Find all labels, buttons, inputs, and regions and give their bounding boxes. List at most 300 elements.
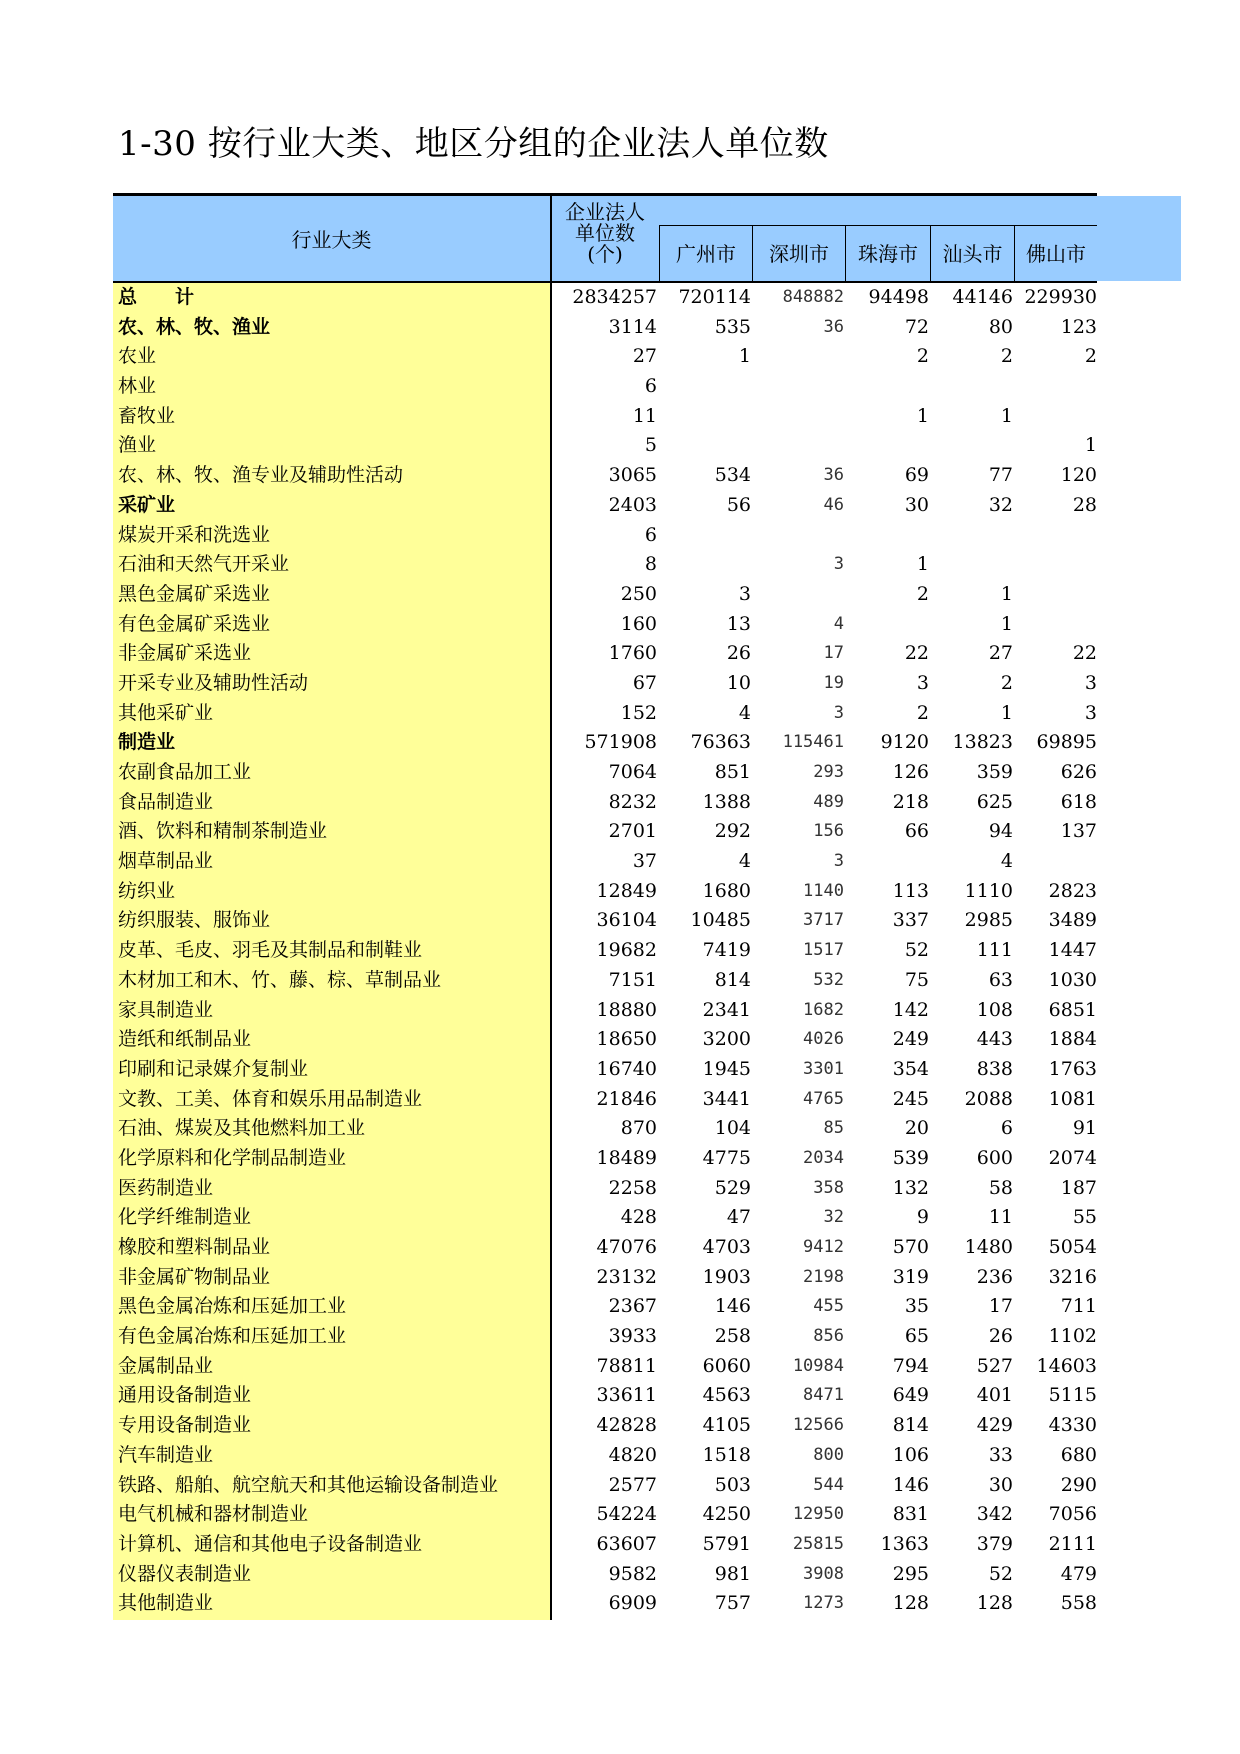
value-zhuhai: 295	[892, 1562, 929, 1585]
value-foshan: 711	[1060, 1295, 1097, 1318]
value-shantou: 379	[976, 1532, 1013, 1555]
value-shenzhen: 848882	[782, 287, 844, 307]
value-shenzhen: 46	[823, 494, 844, 515]
value-total: 18650	[596, 1028, 657, 1051]
header-divider	[659, 225, 660, 281]
value-total: 36104	[596, 909, 657, 932]
value-total: 250	[620, 582, 657, 605]
value-foshan: 7056	[1048, 1503, 1097, 1526]
value-shantou: 1	[1000, 612, 1013, 635]
value-shantou: 2985	[964, 909, 1013, 932]
value-foshan: 290	[1060, 1473, 1097, 1496]
value-total: 6	[644, 523, 657, 546]
row-label: 其他采矿业	[118, 701, 214, 724]
table-row	[0, 728, 1240, 758]
row-label: 纺织业	[118, 879, 176, 902]
value-foshan: 1	[1084, 434, 1097, 457]
row-label: 黑色金属冶炼和压延加工业	[118, 1295, 347, 1318]
row-label: 橡胶和塑料制品业	[118, 1236, 271, 1258]
value-shenzhen: 19	[823, 672, 844, 693]
value-shenzhen: 544	[813, 1474, 844, 1495]
value-shantou: 527	[976, 1354, 1013, 1377]
row-label: 畜牧业	[118, 404, 176, 427]
value-foshan: 3216	[1048, 1265, 1097, 1288]
value-zhuhai: 75	[904, 968, 929, 991]
value-shantou: 236	[976, 1265, 1013, 1288]
value-shantou: 2088	[964, 1087, 1013, 1110]
value-foshan: 1081	[1048, 1087, 1097, 1110]
value-shenzhen: 3301	[803, 1058, 844, 1079]
value-guangzhou: 4563	[702, 1384, 751, 1407]
header-city-shenzhen: 深圳市	[769, 242, 829, 266]
table-row	[0, 1441, 1240, 1471]
value-shenzhen: 115461	[782, 732, 844, 753]
value-total: 33611	[596, 1384, 657, 1407]
table-row	[0, 283, 1240, 313]
value-foshan: 1447	[1048, 939, 1097, 962]
value-foshan: 91	[1072, 1117, 1097, 1140]
value-guangzhou: 3	[738, 582, 751, 605]
value-shantou: 94	[988, 820, 1013, 843]
value-total: 2258	[608, 1176, 657, 1199]
value-guangzhou: 1	[738, 345, 751, 368]
value-shantou: 33	[988, 1443, 1013, 1466]
value-total: 152	[620, 701, 657, 724]
value-shenzhen: 1140	[803, 880, 844, 901]
value-zhuhai: 72	[904, 315, 929, 338]
table-row	[0, 1263, 1240, 1293]
value-shantou: 77	[988, 464, 1013, 487]
value-shenzhen: 36	[823, 465, 844, 486]
value-shantou: 2	[1000, 345, 1013, 368]
value-shenzhen: 800	[813, 1444, 844, 1465]
row-label: 开采专业及辅助性活动	[118, 671, 309, 694]
value-foshan: 123	[1060, 315, 1097, 338]
row-label: 其他制造业	[118, 1592, 214, 1615]
row-label: 采矿业	[118, 493, 176, 516]
value-total: 6	[644, 375, 657, 398]
value-shantou: 4	[1000, 850, 1013, 873]
value-zhuhai: 337	[892, 909, 929, 932]
value-shenzhen: 156	[813, 821, 844, 842]
table-row	[0, 1025, 1240, 1055]
value-guangzhou: 1680	[702, 879, 751, 902]
value-foshan: 22	[1072, 642, 1097, 665]
value-zhuhai: 52	[904, 939, 929, 962]
value-shantou: 443	[976, 1028, 1013, 1051]
value-foshan: 479	[1060, 1562, 1097, 1585]
row-label: 纺织服装、服饰业	[118, 909, 271, 932]
value-total: 8	[644, 553, 657, 576]
value-foshan: 137	[1060, 820, 1097, 843]
table-row	[0, 521, 1240, 551]
value-guangzhou: 1388	[702, 790, 751, 813]
header-industry: 行业大类	[291, 228, 372, 252]
table-row	[0, 847, 1240, 877]
value-shantou: 58	[988, 1176, 1013, 1199]
table-row	[0, 431, 1240, 461]
value-total: 7151	[608, 968, 657, 991]
value-shenzhen: 358	[813, 1177, 844, 1198]
header-city-guangzhou: 广州市	[676, 242, 736, 266]
value-guangzhou: 76363	[690, 731, 751, 754]
value-total: 2577	[608, 1473, 657, 1496]
value-shenzhen: 1682	[803, 999, 844, 1020]
value-guangzhou: 56	[726, 493, 751, 516]
value-total: 2403	[608, 493, 657, 516]
value-shantou: 600	[976, 1146, 1013, 1169]
value-foshan: 2111	[1048, 1532, 1097, 1555]
value-foshan: 5115	[1048, 1384, 1097, 1407]
value-zhuhai: 245	[892, 1087, 929, 1110]
row-label: 农业	[118, 345, 157, 368]
row-label: 金属制品业	[118, 1354, 214, 1377]
value-guangzhou: 2341	[702, 998, 751, 1021]
header-divider	[752, 225, 753, 281]
table-row	[0, 877, 1240, 907]
row-label: 食品制造业	[118, 790, 214, 813]
value-shantou: 128	[976, 1592, 1013, 1615]
value-zhuhai: 94498	[868, 286, 929, 308]
value-foshan: 2	[1084, 345, 1097, 368]
value-foshan: 1030	[1048, 968, 1097, 991]
value-zhuhai: 218	[892, 790, 929, 813]
value-foshan: 3489	[1048, 909, 1097, 932]
value-zhuhai: 2	[916, 345, 929, 368]
value-zhuhai: 1	[916, 553, 929, 576]
value-total: 3114	[608, 315, 657, 338]
value-foshan: 2074	[1048, 1146, 1097, 1169]
value-total: 6909	[608, 1592, 657, 1615]
value-guangzhou: 529	[714, 1176, 751, 1199]
value-shantou: 52	[988, 1562, 1013, 1585]
row-label: 制造业	[118, 731, 176, 754]
value-zhuhai: 142	[892, 998, 929, 1021]
value-shenzhen: 4026	[803, 1029, 844, 1050]
value-total: 3065	[608, 464, 657, 487]
value-zhuhai: 20	[904, 1117, 929, 1140]
value-zhuhai: 132	[892, 1176, 929, 1199]
value-zhuhai: 69	[904, 464, 929, 487]
value-foshan: 1102	[1048, 1325, 1097, 1348]
row-label: 木材加工和木、竹、藤、棕、草制品业	[118, 968, 442, 991]
value-guangzhou: 6060	[702, 1354, 751, 1377]
row-label: 通用设备制造业	[118, 1384, 252, 1407]
value-foshan: 3	[1084, 671, 1097, 694]
row-label: 有色金属冶炼和压延加工业	[118, 1325, 347, 1348]
value-total: 27	[632, 345, 657, 368]
row-label: 石油、煤炭及其他燃料加工业	[118, 1117, 366, 1140]
table-row	[0, 1203, 1240, 1233]
header-total-units	[551, 202, 659, 265]
value-foshan: 618	[1060, 790, 1097, 813]
value-shenzhen: 8471	[803, 1385, 844, 1406]
value-shenzhen: 12950	[792, 1504, 844, 1525]
row-label: 石油和天然气开采业	[118, 553, 290, 576]
row-label: 农、林、牧、渔专业及辅助性活动	[118, 464, 404, 487]
value-total: 4820	[608, 1443, 657, 1466]
value-zhuhai: 9	[916, 1206, 929, 1229]
value-shantou: 44146	[952, 286, 1013, 308]
value-total: 160	[620, 612, 657, 635]
row-label: 造纸和纸制品业	[118, 1028, 252, 1051]
table-row	[0, 669, 1240, 699]
value-shenzhen: 1517	[803, 940, 844, 961]
value-shenzhen: 856	[813, 1326, 844, 1347]
header-city-foshan: 佛山市	[1026, 242, 1086, 266]
value-foshan: 14603	[1036, 1354, 1097, 1377]
value-guangzhou: 757	[714, 1592, 751, 1615]
row-label: 专用设备制造业	[118, 1414, 252, 1437]
value-guangzhou: 503	[714, 1473, 751, 1496]
table-row	[0, 491, 1240, 521]
value-total: 2367	[608, 1295, 657, 1318]
value-zhuhai: 794	[892, 1354, 929, 1377]
value-shantou: 1480	[964, 1236, 1013, 1258]
value-shantou: 1	[1000, 701, 1013, 724]
value-foshan: 626	[1060, 761, 1097, 783]
value-guangzhou: 1945	[702, 1057, 751, 1080]
header-divider	[930, 225, 931, 281]
value-shenzhen: 2034	[803, 1147, 844, 1168]
value-shantou: 111	[976, 939, 1013, 962]
value-zhuhai: 2	[916, 701, 929, 724]
table-row	[0, 699, 1240, 729]
table-row	[0, 342, 1240, 372]
value-guangzhou: 4	[738, 701, 751, 724]
page-title: 1-30 按行业大类、地区分组的企业法人单位数	[118, 124, 829, 164]
value-zhuhai: 649	[892, 1384, 929, 1407]
table-row	[0, 1292, 1240, 1322]
header-city-rule	[659, 225, 1097, 226]
header-divider	[1014, 225, 1015, 281]
value-shenzhen: 455	[813, 1296, 844, 1317]
value-total: 5	[644, 434, 657, 457]
value-zhuhai: 106	[892, 1443, 929, 1466]
value-shenzhen: 10984	[792, 1355, 844, 1376]
value-shenzhen: 532	[813, 969, 844, 990]
value-zhuhai: 35	[904, 1295, 929, 1318]
value-zhuhai: 65	[904, 1325, 929, 1348]
value-total: 8232	[608, 790, 657, 813]
value-foshan: 6851	[1048, 998, 1097, 1021]
value-zhuhai: 354	[892, 1057, 929, 1080]
header-total-line2: 单位数	[575, 221, 635, 245]
value-shantou: 63	[988, 968, 1013, 991]
value-guangzhou: 4250	[702, 1503, 751, 1526]
value-zhuhai: 66	[904, 820, 929, 843]
value-guangzhou: 4775	[702, 1146, 751, 1169]
value-shantou: 26	[988, 1325, 1013, 1348]
value-total: 3933	[608, 1325, 657, 1348]
value-zhuhai: 1	[916, 404, 929, 427]
value-guangzhou: 4105	[702, 1414, 751, 1437]
value-total: 2701	[608, 820, 657, 843]
value-zhuhai: 2	[916, 582, 929, 605]
table-row	[0, 966, 1240, 996]
value-foshan: 120	[1060, 464, 1097, 487]
value-guangzhou: 1903	[702, 1265, 751, 1288]
value-zhuhai: 814	[892, 1414, 929, 1437]
value-shantou: 80	[988, 315, 1013, 338]
value-shenzhen: 3908	[803, 1563, 844, 1584]
value-shantou: 11	[988, 1206, 1013, 1229]
value-total: 428	[620, 1206, 657, 1229]
value-shantou: 429	[976, 1414, 1013, 1437]
value-shenzhen: 12566	[792, 1415, 844, 1436]
value-guangzhou: 981	[714, 1562, 751, 1585]
value-zhuhai: 146	[892, 1473, 929, 1496]
table-row	[0, 936, 1240, 966]
header-divider	[845, 225, 846, 281]
value-guangzhou: 4703	[702, 1236, 751, 1258]
row-label: 非金属矿物制品业	[118, 1265, 271, 1288]
table-row	[0, 639, 1240, 669]
table-row	[0, 1322, 1240, 1352]
table-row	[0, 1233, 1240, 1263]
value-total: 870	[620, 1117, 657, 1140]
value-total: 21846	[596, 1087, 657, 1110]
value-shenzhen: 85	[823, 1118, 844, 1139]
value-shenzhen: 3717	[803, 910, 844, 931]
value-shenzhen: 17	[823, 643, 844, 664]
value-foshan: 558	[1060, 1592, 1097, 1615]
table-row	[0, 1055, 1240, 1085]
table-row	[0, 1471, 1240, 1501]
table-row	[0, 1589, 1240, 1619]
row-label: 铁路、船舶、航空航天和其他运输设备制造业	[118, 1473, 499, 1496]
value-shantou: 30	[988, 1473, 1013, 1496]
value-shenzhen: 3	[833, 702, 844, 723]
table-row	[0, 1144, 1240, 1174]
value-shantou: 108	[976, 998, 1013, 1021]
value-total: 47076	[596, 1236, 657, 1258]
value-total: 12849	[596, 879, 657, 902]
row-label: 化学纤维制造业	[118, 1206, 252, 1229]
row-label: 化学原料和化学制品制造业	[118, 1146, 347, 1169]
table-row	[0, 1411, 1240, 1441]
row-label: 汽车制造业	[118, 1443, 214, 1466]
value-guangzhou: 3441	[702, 1087, 751, 1110]
value-foshan: 69895	[1036, 731, 1097, 754]
row-label: 家具制造业	[118, 998, 214, 1021]
value-shantou: 838	[976, 1057, 1013, 1080]
value-shenzhen: 3	[833, 554, 844, 575]
table-body	[0, 283, 1240, 1619]
value-zhuhai: 570	[892, 1236, 929, 1258]
value-zhuhai: 22	[904, 642, 929, 665]
value-guangzhou: 4	[738, 850, 751, 873]
value-foshan: 28	[1072, 493, 1097, 516]
value-guangzhou: 5791	[702, 1532, 751, 1555]
value-zhuhai: 3	[916, 671, 929, 694]
row-label: 总 计	[118, 286, 195, 308]
value-foshan: 1884	[1048, 1028, 1097, 1051]
table-row	[0, 313, 1240, 343]
value-guangzhou: 47	[726, 1206, 751, 1229]
value-total: 571908	[584, 731, 657, 754]
value-shantou: 27	[988, 642, 1013, 665]
value-total: 1760	[608, 642, 657, 665]
value-total: 18880	[596, 998, 657, 1021]
value-guangzhou: 535	[714, 315, 751, 338]
table-row	[0, 402, 1240, 432]
value-guangzhou: 1518	[702, 1443, 751, 1466]
value-zhuhai: 831	[892, 1503, 929, 1526]
value-total: 18489	[596, 1146, 657, 1169]
value-foshan: 1763	[1048, 1057, 1097, 1080]
header-city-zhuhai: 珠海市	[858, 242, 918, 266]
value-shenzhen: 4	[833, 613, 844, 634]
value-shantou: 2	[1000, 671, 1013, 694]
value-shenzhen: 36	[823, 316, 844, 337]
table-row	[0, 1560, 1240, 1590]
table-row	[0, 1530, 1240, 1560]
value-total: 63607	[596, 1532, 657, 1555]
row-label: 仪器仪表制造业	[118, 1562, 252, 1585]
value-foshan: 3	[1084, 701, 1097, 724]
value-foshan: 2823	[1048, 879, 1097, 902]
table-row	[0, 1352, 1240, 1382]
table-row	[0, 906, 1240, 936]
value-total: 19682	[596, 939, 657, 962]
value-shenzhen: 293	[813, 762, 844, 782]
value-foshan: 5054	[1048, 1236, 1097, 1258]
table-row	[0, 1500, 1240, 1530]
table-row	[0, 758, 1240, 788]
value-shantou: 6	[1000, 1117, 1013, 1140]
row-label: 印刷和记录媒介复制业	[118, 1057, 309, 1080]
row-label: 农副食品加工业	[118, 761, 252, 783]
value-zhuhai: 319	[892, 1265, 929, 1288]
value-shenzhen: 1273	[803, 1593, 844, 1614]
value-guangzhou: 146	[714, 1295, 751, 1318]
header-city-shantou: 汕头市	[942, 242, 1003, 266]
row-label: 煤炭开采和洗选业	[118, 523, 271, 546]
row-label: 有色金属矿采选业	[118, 612, 271, 635]
row-label: 医药制造业	[118, 1176, 214, 1199]
value-guangzhou: 10	[726, 671, 751, 694]
value-foshan: 4330	[1048, 1414, 1097, 1437]
header-total-line3: (个)	[587, 242, 623, 266]
value-zhuhai: 128	[892, 1592, 929, 1615]
table-row	[0, 1114, 1240, 1144]
value-shenzhen: 4765	[803, 1088, 844, 1109]
row-label: 酒、饮料和精制茶制造业	[118, 820, 328, 843]
value-guangzhou: 814	[714, 968, 751, 991]
value-guangzhou: 104	[714, 1117, 751, 1140]
value-total: 54224	[596, 1503, 657, 1526]
value-zhuhai: 126	[892, 761, 929, 783]
value-guangzhou: 26	[726, 642, 751, 665]
value-zhuhai: 539	[892, 1146, 929, 1169]
value-foshan: 229930	[1024, 286, 1097, 308]
value-foshan: 55	[1072, 1206, 1097, 1229]
value-shantou: 13823	[952, 731, 1013, 754]
value-zhuhai: 113	[892, 879, 929, 902]
value-total: 23132	[596, 1265, 657, 1288]
value-guangzhou: 3200	[702, 1028, 751, 1051]
value-shenzhen: 2198	[803, 1266, 844, 1287]
value-guangzhou: 292	[714, 820, 751, 843]
value-zhuhai: 9120	[880, 731, 929, 754]
value-total: 42828	[596, 1414, 657, 1437]
value-foshan: 680	[1060, 1443, 1097, 1466]
row-label: 电气机械和器材制造业	[118, 1503, 309, 1526]
value-shantou: 401	[976, 1384, 1013, 1407]
row-label: 非金属矿采选业	[118, 642, 252, 665]
table-row	[0, 1381, 1240, 1411]
